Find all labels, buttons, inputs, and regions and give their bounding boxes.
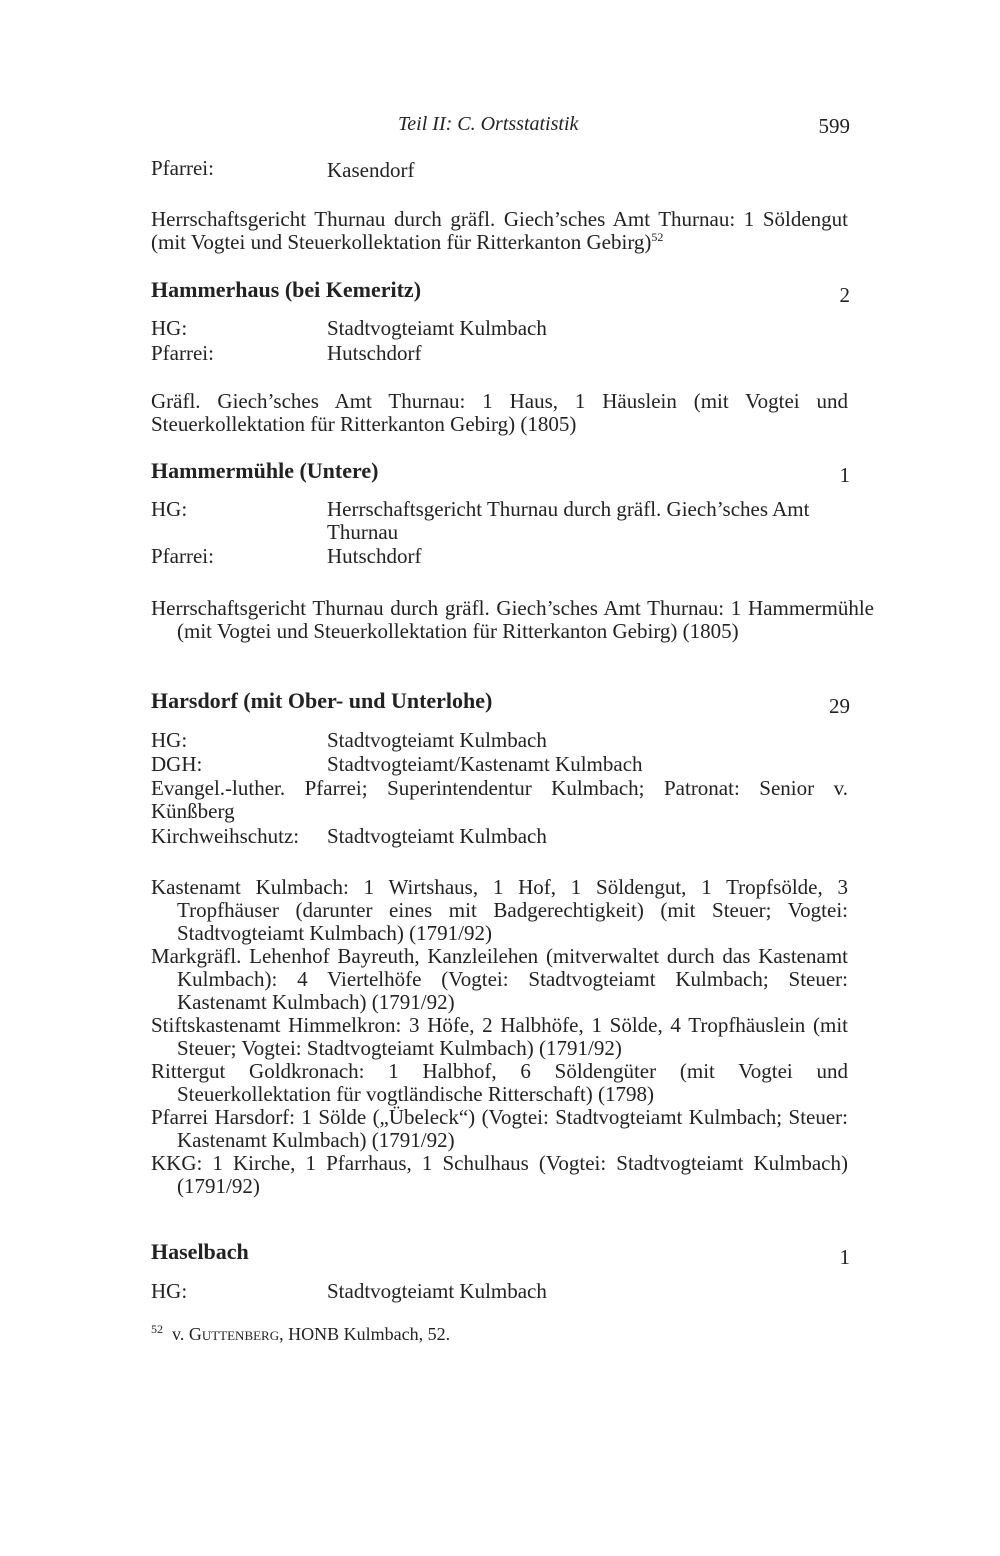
section-count-harsdorf: 29 [829, 694, 850, 718]
list-item: Markgräfl. Lehenhof Bayreuth, Kanzleilehen (mitverwaltet durch das Kastenamt Kulmbach): 4 Viertelhöfe (Vogtei: Stadtvogteiamt Kulmbach; Steuer: Kastenamt Kulmbach) (1791/92) [151, 944, 848, 1014]
hg-value: Herrschaftsgericht Thurnau durch gräfl. Giech’sches Amt Thurnau [327, 497, 810, 544]
hg-value: Stadtvogteiamt Kulmbach [327, 316, 547, 340]
footnote-author: Guttenberg [188, 1324, 280, 1344]
footnote-ref: 52 [651, 230, 664, 244]
section-title-hammermuehle: Hammermühle (Untere) [151, 458, 379, 483]
section-count-hammerhaus: 2 [839, 283, 850, 307]
hg-label: HG: [151, 728, 188, 752]
hg-value: Stadtvogteiamt Kulmbach [327, 1279, 547, 1303]
kirchweih-label: Kirchweihschutz: [151, 824, 300, 848]
pfarrei-label: Pfarrei: [151, 544, 214, 568]
section-title-haselbach: Haselbach [151, 1239, 249, 1264]
ownership-list [151, 876, 848, 1198]
dgh-value: Stadtvogteiamt/Kastenamt Kulmbach [327, 752, 643, 776]
kirchweih-value: Stadtvogteiamt Kulmbach [327, 824, 547, 848]
list-item: Stiftskastenamt Himmelkron: 3 Höfe, 2 Halbhöfe, 1 Sölde, 4 Tropfhäuslein (mit Steuer; Vogtei: Stadtvogteiamt Kulmbach) (1791/92) [151, 1013, 848, 1060]
pfarrei-label: Pfarrei: [151, 341, 214, 365]
hg-label: HG: [151, 316, 188, 340]
evangel-paragraph: Evangel.-luther. Pfarrei; Superintendentur Kulmbach; Patronat: Senior v. Künßberg [151, 776, 848, 823]
footnote [151, 1322, 450, 1346]
footnote-number: 52 [151, 1322, 163, 1336]
paragraph-text: Herrschaftsgericht Thurnau durch gräfl. Giech’sches Amt Thurnau: 1 Söldengut (mit Vogtei und Steuerkollektation für Ritterkanton Gebirg) [151, 207, 848, 254]
list-item: Kastenamt Kulmbach: 1 Wirtshaus, 1 Hof, 1 Söldengut, 1 Tropfsölde, 3 Tropfhäuser (darunter eines mit Badgerechtigkeit) (mit Steuer; Vogtei: Stadtvogteiamt Kulmbach) (1791/92) [151, 875, 848, 945]
pfarrei-label: Pfarrei: [151, 156, 214, 180]
footnote-prefix: v. [172, 1324, 185, 1344]
dgh-label: DGH: [151, 752, 203, 776]
pfarrei-value: Hutschdorf [327, 544, 422, 568]
list-item: Rittergut Goldkronach: 1 Halbhof, 6 Söldengüter (mit Vogtei und Steuerkollektation für vogtländische Ritterschaft) (1798) [151, 1059, 848, 1106]
footnote-rest: , HONB Kulmbach, 52. [279, 1324, 451, 1344]
paragraph-hammermuehle: Herrschaftsgericht Thurnau durch gräfl. Giech’sches Amt Thurnau: 1 Hammermühle (mit Vogtei und Steuerkollektation für Ritterkanton Gebirg) (1805) [151, 596, 874, 643]
pfarrei-value: Kasendorf [327, 158, 415, 182]
section-count-hammermuehle: 1 [839, 463, 850, 487]
hg-value: Stadtvogteiamt Kulmbach [327, 728, 547, 752]
paragraph-kasendorf [151, 208, 848, 254]
hg-label: HG: [151, 1279, 188, 1303]
page-number: 599 [818, 114, 850, 138]
section-title-hammerhaus: Hammerhaus (bei Kemeritz) [151, 277, 422, 302]
hg-label: HG: [151, 497, 188, 521]
paragraph-hammerhaus: Gräfl. Giech’sches Amt Thurnau: 1 Haus, 1 Häuslein (mit Vogtei und Steuerkollektation für Ritterkanton Gebirg) (1805) [151, 389, 848, 436]
section-title-harsdorf: Harsdorf (mit Ober- und Unterlohe) [151, 688, 493, 713]
list-item: KKG: 1 Kirche, 1 Pfarrhaus, 1 Schulhaus (Vogtei: Stadtvogteiamt Kulmbach) (1791/92) [151, 1151, 848, 1198]
pfarrei-value: Hutschdorf [327, 341, 422, 365]
running-title: Teil II: C. Ortsstatistik [398, 113, 579, 135]
section-count-haselbach: 1 [839, 1245, 850, 1269]
list-item: Pfarrei Harsdorf: 1 Sölde („Übeleck“) (Vogtei: Stadtvogteiamt Kulmbach; Steuer: Kastenamt Kulmbach) (1791/92) [151, 1105, 848, 1152]
